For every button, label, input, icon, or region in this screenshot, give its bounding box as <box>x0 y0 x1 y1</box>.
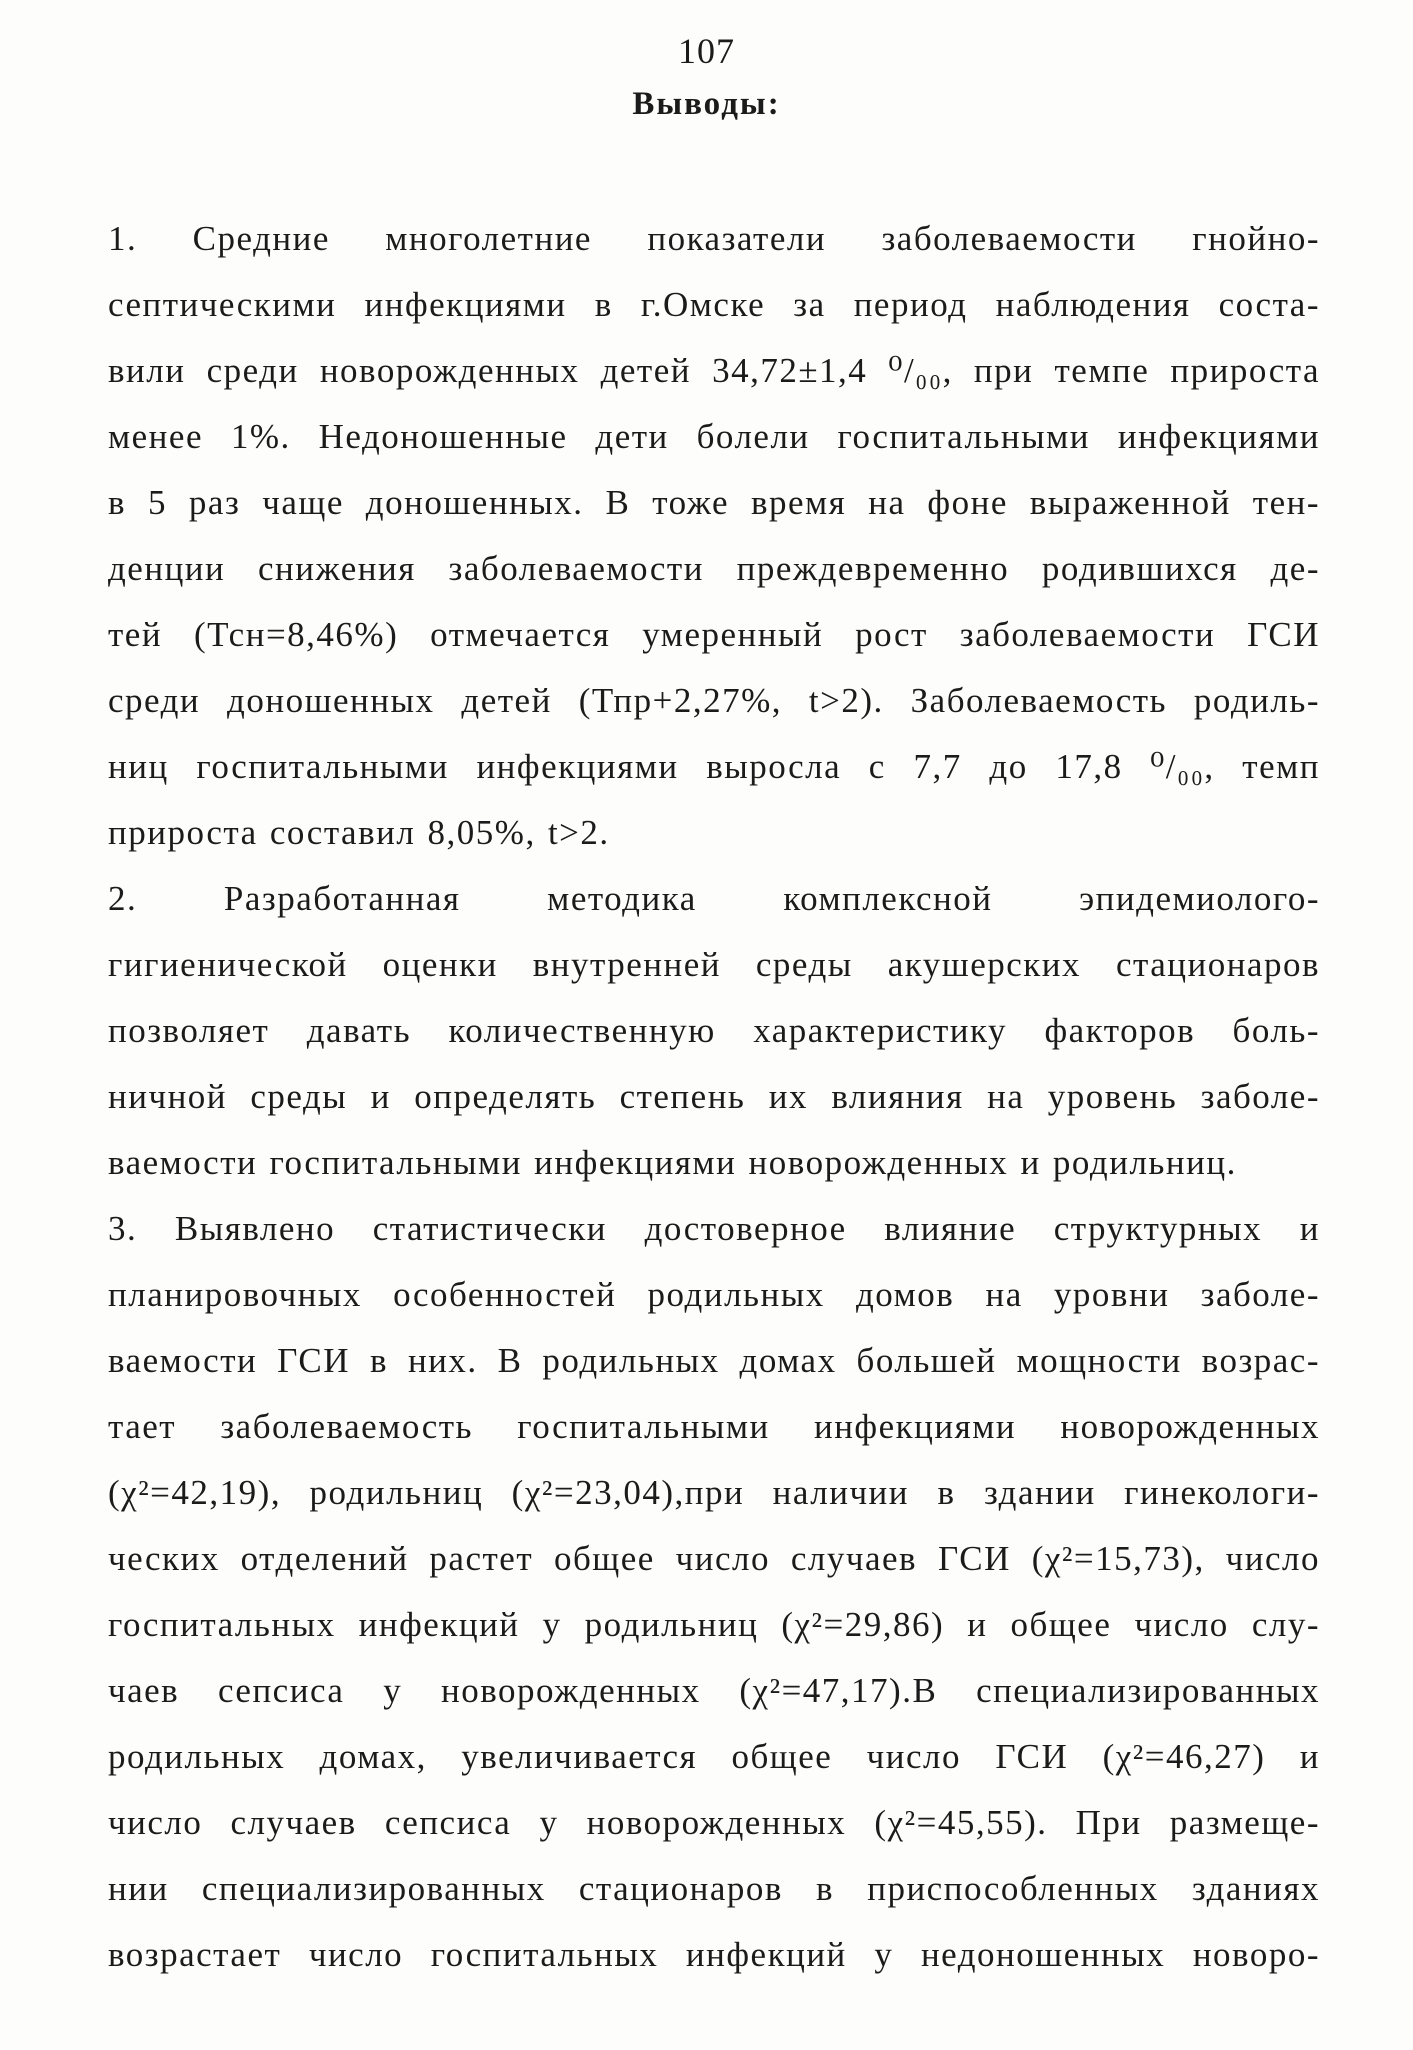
conclusions-text <box>108 206 1320 1988</box>
text-line: родильных домах, увеличивается общее число ГСИ (χ²=46,27) и <box>108 1737 1320 1776</box>
text-line: денции снижения заболеваемости преждевременно родившихся де- <box>108 549 1320 588</box>
text-line: возрастает число госпитальных инфекций у недоношенных новоро- <box>108 1935 1320 1974</box>
text-line: ничной среды и определять степень их влияния на уровень заболе- <box>108 1077 1320 1116</box>
section-heading: Выводы: <box>632 86 781 122</box>
text-line: 2. Разработанная методика комплексной эпидемиолого- <box>108 879 1320 918</box>
text-line: среди доношенных детей (Тпр+2,27%, t>2). Заболеваемость родиль- <box>108 681 1320 720</box>
text-line: вили среди новорожденных детей 34,72±1,4 ⁰/₀₀, при темпе прироста <box>108 351 1320 390</box>
text-line: менее 1%. Недоношенные дети болели госпитальными инфекциями <box>108 417 1320 456</box>
text-line: в 5 раз чаще доношенных. В тоже время на фоне выраженной тен- <box>108 483 1320 522</box>
text-line: госпитальных инфекций у родильниц (χ²=29,86) и общее число слу- <box>108 1605 1320 1644</box>
text-line: ваемости ГСИ в них. В родильных домах большей мощности возрас- <box>108 1341 1320 1380</box>
page-number: 107 <box>678 31 735 71</box>
text-line: гигиенической оценки внутренней среды акушерских стационаров <box>108 945 1320 984</box>
text-line: позволяет давать количественную характеристику факторов боль- <box>108 1011 1320 1050</box>
text-line: чаев сепсиса у новорожденных (χ²=47,17).В специализированных <box>108 1671 1320 1710</box>
text-line: ваемости госпитальными инфекциями новорожденных и родильниц. <box>108 1143 1237 1182</box>
text-line: ческих отделений растет общее число случаев ГСИ (χ²=15,73), число <box>108 1539 1320 1578</box>
text-line: нии специализированных стационаров в приспособленных зданиях <box>108 1869 1320 1908</box>
text-line: тей (Тсн=8,46%) отмечается умеренный рост заболеваемости ГСИ <box>108 615 1320 654</box>
text-line: (χ²=42,19), родильниц (χ²=23,04),при наличии в здании гинекологи- <box>108 1473 1320 1512</box>
text-line: 1. Средние многолетние показатели заболеваемости гнойно- <box>108 219 1320 258</box>
text-line: 3. Выявлено статистически достоверное влияние структурных и <box>108 1209 1320 1248</box>
text-line: число случаев сепсиса у новорожденных (χ²=45,55). При размеще- <box>108 1803 1320 1842</box>
text-line: прироста составил 8,05%, t>2. <box>108 813 610 852</box>
text-line: ниц госпитальными инфекциями выросла с 7,7 до 17,8 ⁰/₀₀, темп <box>108 747 1320 786</box>
text-line: тает заболеваемость госпитальными инфекциями новорожденных <box>108 1407 1320 1446</box>
text-line: планировочных особенностей родильных домов на уровни заболе- <box>108 1275 1320 1314</box>
text-line: септическими инфекциями в г.Омске за период наблюдения соста- <box>108 285 1320 324</box>
